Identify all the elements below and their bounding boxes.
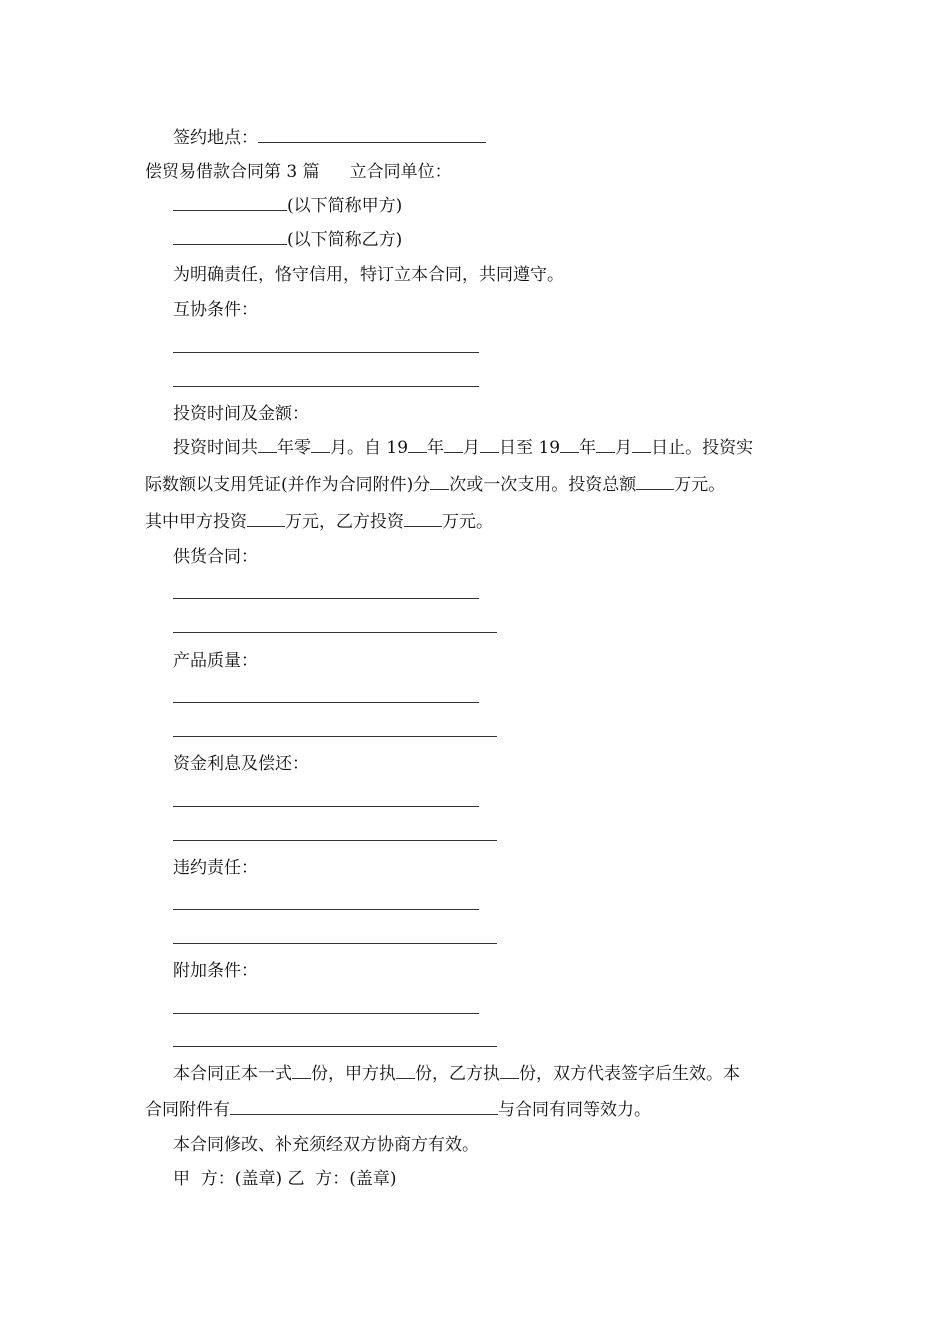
installments-blank: [430, 474, 449, 490]
party-a-suffix: (以下简称甲方): [287, 196, 403, 216]
supply-contract-blank-1: [173, 598, 479, 599]
end-year-blank: [560, 437, 579, 453]
contract-heading-line: [145, 161, 452, 183]
inv-text: 其中甲方投资: [145, 512, 247, 532]
party-b-line: [173, 229, 402, 251]
inv-text: 月。自 19: [330, 438, 409, 458]
signature-line: 甲 方：(盖章) 乙 方：(盖章): [173, 1169, 397, 1189]
supply-contract-blank-2: [173, 632, 497, 633]
amendment-note: 本合同修改、补充须经双方协商方有效。: [173, 1135, 479, 1155]
inv-text: 年零: [277, 438, 311, 458]
party-b-copies-blank: [500, 1063, 519, 1079]
copies-text: 份，甲方执: [311, 1064, 396, 1084]
investment-line-1: [173, 437, 753, 459]
supply-contract-heading: 供货合同：: [173, 547, 258, 567]
copies-line-1: [173, 1063, 740, 1085]
months-blank: [311, 437, 330, 453]
inv-text: 日至 19: [499, 438, 561, 458]
signing-place-line: [173, 127, 486, 149]
investment-line-3: [145, 511, 493, 533]
breach-liability-heading: 违约责任：: [173, 858, 258, 878]
copies-text: 与合同有同等效力。: [498, 1100, 651, 1120]
investment-line-2: [145, 474, 725, 496]
additional-terms-blank-1: [173, 1013, 479, 1014]
party-b-suffix: (以下简称乙方): [287, 230, 403, 250]
party-a-line: [173, 195, 402, 217]
mutual-terms-blank-1: [173, 352, 479, 353]
signing-place-blank: [258, 127, 486, 143]
inv-text: 万元。: [442, 512, 493, 532]
inv-text: 万元，乙方投资: [285, 512, 404, 532]
copies-text: 份，双方代表签字后生效。本: [519, 1064, 740, 1084]
product-quality-blank-2: [173, 736, 497, 737]
interest-repayment-blank-1: [173, 806, 479, 807]
mutual-terms-blank-2: [173, 386, 479, 387]
preamble: 为明确责任，恪守信用，特订立本合同，共同遵守。: [173, 265, 564, 285]
interest-repayment-heading: 资金利息及偿还：: [173, 754, 309, 774]
inv-text: 日止。投资实: [651, 438, 754, 458]
signing-place-label: 签约地点：: [173, 128, 258, 148]
inv-text: 月: [615, 438, 633, 458]
party-b-amount-blank: [404, 511, 442, 527]
copies-text: 本合同正本一式: [173, 1064, 292, 1084]
inv-text: 万元。: [674, 475, 726, 495]
inv-text: 际数额以支用凭证(并作为合同附件)分: [145, 475, 431, 495]
additional-terms-blank-2: [173, 1046, 497, 1047]
parties-label: 立合同单位：: [349, 162, 452, 182]
inv-text: 次或一次支用。投资总额: [449, 475, 637, 495]
end-month-blank: [596, 437, 615, 453]
product-quality-blank-1: [173, 702, 479, 703]
total-amount-blank: [636, 474, 674, 490]
inv-text: 年: [427, 438, 445, 458]
years-blank: [258, 437, 277, 453]
inv-text: 投资时间共: [173, 438, 258, 458]
party-a-copies-blank: [396, 1063, 415, 1079]
product-quality-heading: 产品质量：: [173, 651, 258, 671]
breach-liability-blank-2: [173, 943, 497, 944]
end-day-blank: [632, 437, 651, 453]
start-month-blank: [444, 437, 463, 453]
copies-text: 份，乙方执: [415, 1064, 500, 1084]
inv-text: 月: [463, 438, 481, 458]
attachments-blank: [230, 1099, 498, 1115]
additional-terms-heading: 附加条件：: [173, 961, 258, 981]
inv-text: 年: [579, 438, 597, 458]
mutual-terms-heading: 互协条件：: [173, 300, 258, 320]
party-b-blank: [173, 229, 287, 245]
party-a-blank: [173, 195, 287, 211]
copies-count-blank: [292, 1063, 311, 1079]
start-day-blank: [480, 437, 499, 453]
investment-heading: 投资时间及金额：: [173, 404, 309, 424]
breach-liability-blank-1: [173, 909, 479, 910]
contract-heading: 偿贸易借款合同第 3 篇: [145, 162, 320, 182]
start-year-blank: [408, 437, 427, 453]
copies-line-2: [145, 1099, 651, 1121]
copies-text: 合同附件有: [145, 1100, 230, 1120]
party-a-amount-blank: [247, 511, 285, 527]
interest-repayment-blank-2: [173, 840, 497, 841]
